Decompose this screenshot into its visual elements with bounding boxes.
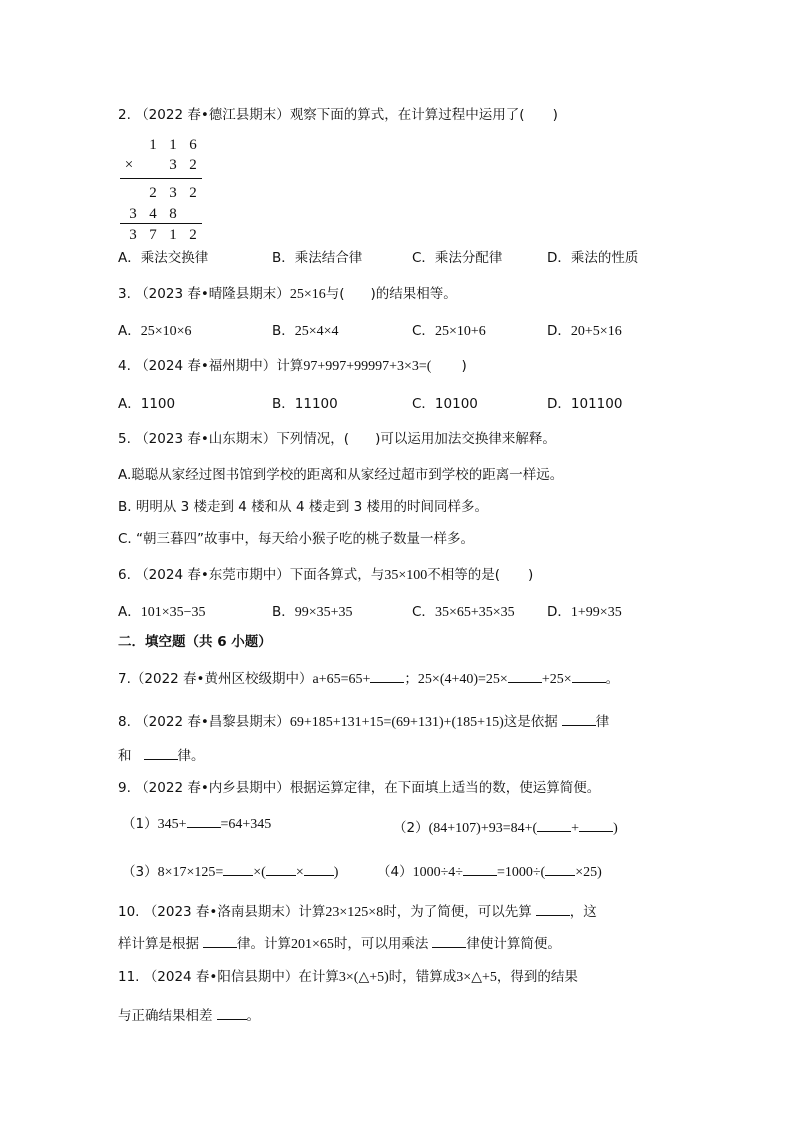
blank[interactable] xyxy=(187,814,221,828)
q7-stem: 7.（2022 春•黄州区校级期中）a+65=65+ ；25×(4+40)=25× +25× 。 xyxy=(118,671,620,687)
blank[interactable] xyxy=(203,934,237,948)
blank[interactable] xyxy=(508,669,542,683)
q10-line2: 样计算是根据 律。计算201×65时，可以用乘法 律使计算简便。 xyxy=(118,936,561,952)
q9-part3: （3）8×17×125= ×( × ) xyxy=(122,864,339,880)
digit: 2 xyxy=(189,157,197,173)
section-heading: 二．填空题（共 6 小题） xyxy=(118,634,272,650)
blank[interactable] xyxy=(545,862,575,876)
q9-stem: 9. （2022 春•内乡县期中）根据运算定律，在下面填上适当的数，使运算简便。 xyxy=(118,780,601,796)
option-b[interactable]: B．99×35+35 xyxy=(272,604,353,620)
option-d[interactable]: D．乘法的性质 xyxy=(547,250,639,266)
q10-stem: 10. （2023 春•洛南县期末）计算23×125×8时，为了简便，可以先算 ，这 xyxy=(118,904,597,920)
option-d[interactable]: D．1+99×35 xyxy=(547,604,622,620)
option-b[interactable]: B．乘法结合律 xyxy=(272,250,363,266)
blank[interactable] xyxy=(223,862,253,876)
digit: 3 xyxy=(129,227,137,243)
blank[interactable] xyxy=(463,862,497,876)
option-d[interactable]: D．101100 xyxy=(547,396,623,412)
q11-stem: 11. （2024 春•阳信县期中）在计算3×(△+5)时，错算成3×△+5，得到的结果 xyxy=(118,969,578,985)
digit: 2 xyxy=(149,185,157,201)
option-a[interactable]: A．25×10×6 xyxy=(118,323,192,339)
option-b[interactable]: B．25×4×4 xyxy=(272,323,339,339)
q6-stem: 6. （2024 春•东莞市期中）下面各算式，与35×100不相等的是( ) xyxy=(118,567,534,583)
option-c[interactable]: C．乘法分配律 xyxy=(412,250,503,266)
blank[interactable] xyxy=(266,862,296,876)
times-sign: × xyxy=(124,157,134,173)
digit: 4 xyxy=(149,206,157,222)
q11-line2: 与正确结果相差 。 xyxy=(118,1008,260,1024)
option-a[interactable]: A．1100 xyxy=(118,396,176,412)
option-a[interactable]: A.聪聪从家经过图书馆到学校的距离和从家经过超市到学校的距离一样远。 xyxy=(118,467,564,483)
q9-part1: （1）345+ =64+345 xyxy=(122,816,272,832)
option-a[interactable]: A．乘法交换律 xyxy=(118,250,209,266)
digit: 3 xyxy=(169,185,177,201)
digit: 7 xyxy=(149,227,157,243)
option-c[interactable]: C. “朝三暮四”故事中，每天给小猴子吃的桃子数量一样多。 xyxy=(118,531,474,547)
option-a[interactable]: A．101×35−35 xyxy=(118,604,206,620)
digit: 1 xyxy=(169,227,177,243)
q3-stem: 3. （2023 春•晴隆县期末）25×16与( )的结果相等。 xyxy=(118,286,457,302)
blank[interactable] xyxy=(217,1006,247,1020)
q4-stem: 4. （2024 春•福州期中）计算97+997+99997+3×3=( ) xyxy=(118,358,467,374)
q9-part4: （4）1000÷4÷ =1000÷( ×25) xyxy=(377,864,602,880)
digit: 1 xyxy=(149,137,157,153)
option-b[interactable]: B. 明明从 3 楼走到 4 楼和从 4 楼走到 3 楼用的时间同样多。 xyxy=(118,499,489,515)
option-c[interactable]: C．25×10+6 xyxy=(412,323,486,339)
blank[interactable] xyxy=(432,934,466,948)
option-b[interactable]: B．11100 xyxy=(272,396,338,412)
digit: 3 xyxy=(129,206,137,222)
sum-line xyxy=(120,223,202,224)
digit: 2 xyxy=(189,227,197,243)
blank[interactable] xyxy=(536,902,570,916)
q5-stem: 5. （2023 春•山东期末）下列情况，( )可以运用加法交换律来解释。 xyxy=(118,431,556,447)
blank[interactable] xyxy=(144,746,178,760)
digit: 1 xyxy=(169,137,177,153)
blank[interactable] xyxy=(370,669,404,683)
q8-stem: 8. （2022 春•昌黎县期末）69+185+131+15=(69+131)+(185+15)这是依据 律 xyxy=(118,714,610,730)
option-c[interactable]: C．10100 xyxy=(412,396,478,412)
sum-line xyxy=(120,178,202,179)
blank[interactable] xyxy=(304,862,334,876)
digit: 8 xyxy=(169,206,177,222)
q9-part2: （2）(84+107)+93=84+( + ) xyxy=(393,820,618,836)
blank[interactable] xyxy=(579,818,613,832)
blank[interactable] xyxy=(572,669,606,683)
blank[interactable] xyxy=(562,712,596,726)
q2-stem: 2. （2022 春•德江县期末）观察下面的算式，在计算过程中运用了( ) xyxy=(118,107,558,123)
q8-line2: 和 律。 xyxy=(118,748,205,764)
option-c[interactable]: C．35×65+35×35 xyxy=(412,604,515,620)
blank[interactable] xyxy=(537,818,571,832)
digit: 3 xyxy=(169,157,177,173)
digit: 2 xyxy=(189,185,197,201)
option-d[interactable]: D．20+5×16 xyxy=(547,323,622,339)
digit: 6 xyxy=(189,137,197,153)
